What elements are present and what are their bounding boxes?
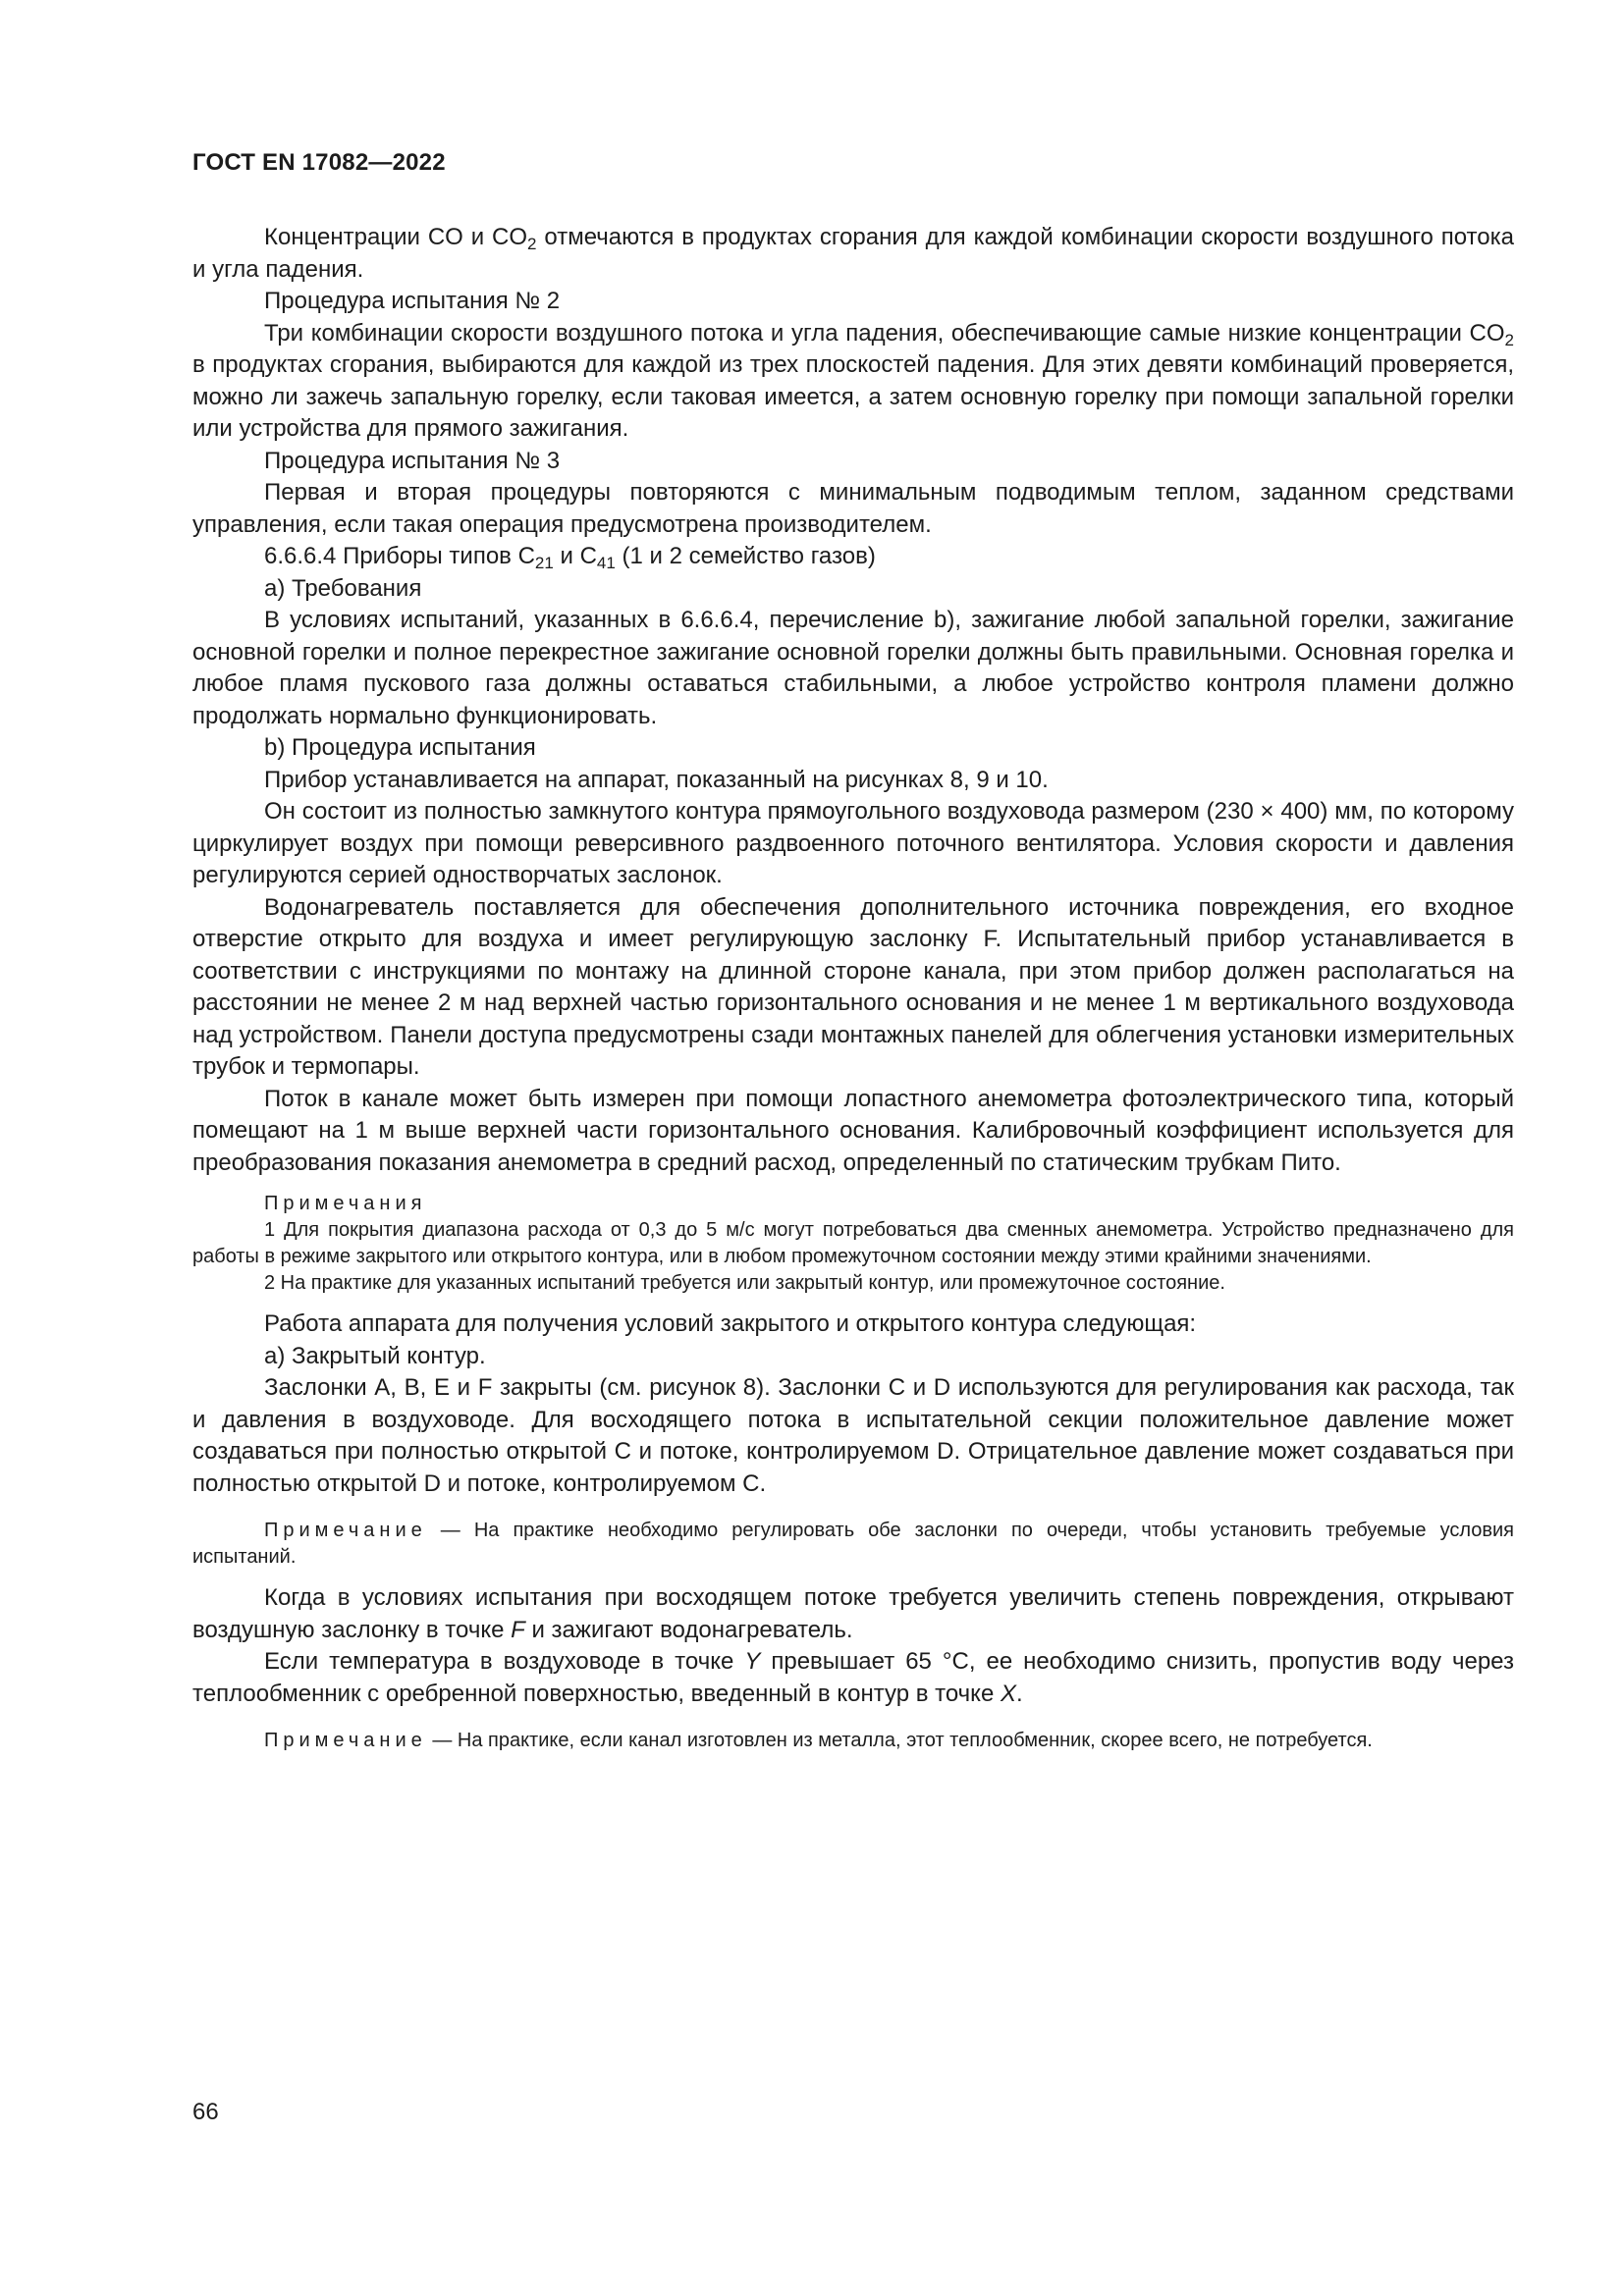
text-run: . xyxy=(1015,1680,1023,1707)
text-run: в продуктах сгорания, выбираются для каждой из трех плоскостей падения. Для этих девяти комбинаций проверяется, можно ли зажечь запальную горелку, если таковая имеется, а затем основную горелку при помощи запальной горелки или устройства для прямого зажигания. xyxy=(192,351,1514,442)
text-run: и C xyxy=(553,543,597,569)
notes-heading xyxy=(192,1191,1514,1217)
body-paragraph xyxy=(192,573,1514,606)
body-paragraph xyxy=(192,605,1514,732)
note-paragraph xyxy=(192,1217,1514,1270)
text-run: Примечание xyxy=(264,1730,427,1751)
text-run: Когда в условиях испытания при восходящем потоке требуется увеличить степень повреждения, открывают воздушную заслонку в точке xyxy=(192,1584,1514,1643)
body-paragraph xyxy=(192,1308,1514,1341)
body-paragraph xyxy=(192,222,1514,286)
text-run: Если температура в воздуховоде в точке xyxy=(264,1648,745,1675)
body-paragraph xyxy=(192,796,1514,892)
body-paragraph xyxy=(192,1582,1514,1646)
text-run: Водонагреватель поставляется для обеспечения дополнительного источника повреждения, его входное отверстие открыто для воздуха и имеет регулирующую заслонку F. Испытательный прибор устанавливается в соответствии с инструкциями по монтажу на длинной стороне канала, при этом прибор должен располагаться на расстоянии не менее 2 м над верхней частью горизонтального основания и не менее 1 м вертикального воздуховода над устройством. Панели доступа предусмотрены сзади монтажных панелей для облегчения установки измерительных трубок и термопары. xyxy=(192,893,1514,1080)
body-paragraph xyxy=(192,892,1514,1084)
text-run: превышает 65 °С, ее необходимо снизить, пропустив воду через теплообменник с оребренной поверхностью, введенный в контур в точке xyxy=(192,1648,1515,1707)
body-paragraph xyxy=(192,732,1514,765)
text-run: Он состоит из полностью замкнутого контура прямоугольного воздуховода размером (230 × 400) мм, по которому циркулирует воздух при помощи реверсивного раздвоенного поточного вентилятора. Условия скорости и давления регулируются серией одностворчатых заслонок. xyxy=(192,798,1514,888)
note-paragraph xyxy=(192,1518,1514,1571)
italic-symbol: F xyxy=(511,1616,525,1643)
note-paragraph xyxy=(192,1728,1514,1754)
note-paragraph xyxy=(192,1270,1514,1297)
text-run: Концентрации CO и CO xyxy=(264,224,528,250)
text-run: отмечаются в продуктах сгорания для каждой комбинации скорости воздушного потока и угла падения. xyxy=(192,224,1514,283)
subscript: 2 xyxy=(527,235,537,253)
body-paragraph xyxy=(192,286,1514,318)
subscript: 2 xyxy=(1504,330,1514,349)
text-run: Прибор устанавливается на аппарат, показанный на рисунках 8, 9 и 10. xyxy=(264,766,1049,793)
page-number: 66 xyxy=(192,2099,219,2125)
text-run: 1 Для покрытия диапазона расхода от 0,3 до 5 м/с могут потребоваться два сменных анемометра. Устройство предназначено для работы в режиме закрытого или открытого контура, или в любом промежуточном состоянии между этими крайними значениями. xyxy=(192,1219,1514,1267)
text-run: Примечание xyxy=(264,1520,427,1541)
text-run: и зажигают водонагреватель. xyxy=(524,1616,853,1643)
text-run: В условиях испытаний, указанных в 6.6.6.4, перечисление b), зажигание любой запальной горелки, зажигание основной горелки и полное перекрестное зажигание основной горелки должны быть правильными. Основная горелка и любое пламя пускового газа должны оставаться стабильными, а любое устройство контроля пламени должно продолжать нормально функционировать. xyxy=(192,607,1514,729)
body-paragraph xyxy=(192,1084,1514,1180)
text-run: (1 и 2 семейство газов) xyxy=(615,543,876,569)
text-run: Заслонки A, B, E и F закрыты (см. рисунок 8). Заслонки C и D используются для регулирования как расхода, так и давления в воздуховоде. Для восходящего потока в испытательной секции положительное давление может создаваться при полностью открытой C и потоке, контролируемом D. Отрицательное давление может создаваться при полностью открытой D и потоке, контролируемом C. xyxy=(192,1374,1514,1497)
body-paragraph xyxy=(192,541,1514,573)
document-body xyxy=(192,222,1514,1766)
text-run: Работа аппарата для получения условий закрытого и открытого контура следующая: xyxy=(264,1310,1197,1337)
subscript: 21 xyxy=(534,554,554,572)
text-run: 2 На практике для указанных испытаний требуется или закрытый контур, или промежуточное состояние. xyxy=(264,1272,1225,1294)
text-run: b) Процедура испытания xyxy=(264,734,536,761)
text-run: — На практике необходимо регулировать обе заслонки по очереди, чтобы установить требуемые условия испытаний. xyxy=(192,1520,1514,1568)
text-run: Процедура испытания № 3 xyxy=(264,447,561,474)
body-paragraph xyxy=(192,318,1514,446)
text-run: a) Закрытый контур. xyxy=(264,1342,486,1369)
body-paragraph xyxy=(192,446,1514,478)
body-paragraph xyxy=(192,765,1514,797)
document-code-header: ГОСТ EN 17082—2022 xyxy=(192,149,446,176)
text-run: Поток в канале может быть измерен при помощи лопастного анемометра фотоэлектрического типа, который помещают на 1 м выше верхней части горизонтального основания. Калибровочный коэффициент используется для преобразования показания анемометра в средний расход, определенный по статическим трубкам Пито. xyxy=(192,1085,1514,1176)
body-paragraph xyxy=(192,477,1514,541)
subscript: 41 xyxy=(596,554,616,572)
body-paragraph xyxy=(192,1341,1514,1373)
italic-symbol: X xyxy=(1000,1680,1016,1707)
text-run: 6.6.6.4 Приборы типов C xyxy=(264,543,535,569)
text-run: Примечания xyxy=(264,1193,427,1214)
text-run: Три комбинации скорости воздушного потока и угла падения, обеспечивающие самые низкие концентрации CO xyxy=(264,319,1505,347)
text-run: a) Требования xyxy=(264,574,422,602)
text-run: — На практике, если канал изготовлен из металла, этот теплообменник, скорее всего, не потребуется. xyxy=(426,1730,1373,1751)
text-run: Первая и вторая процедуры повторяются с минимальным подводимым теплом, заданном средствами управления, если такая операция предусмотрена производителем. xyxy=(192,479,1514,538)
body-paragraph xyxy=(192,1372,1514,1500)
italic-symbol: Y xyxy=(744,1648,761,1675)
text-run: Процедура испытания № 2 xyxy=(264,288,561,314)
body-paragraph xyxy=(192,1646,1514,1710)
